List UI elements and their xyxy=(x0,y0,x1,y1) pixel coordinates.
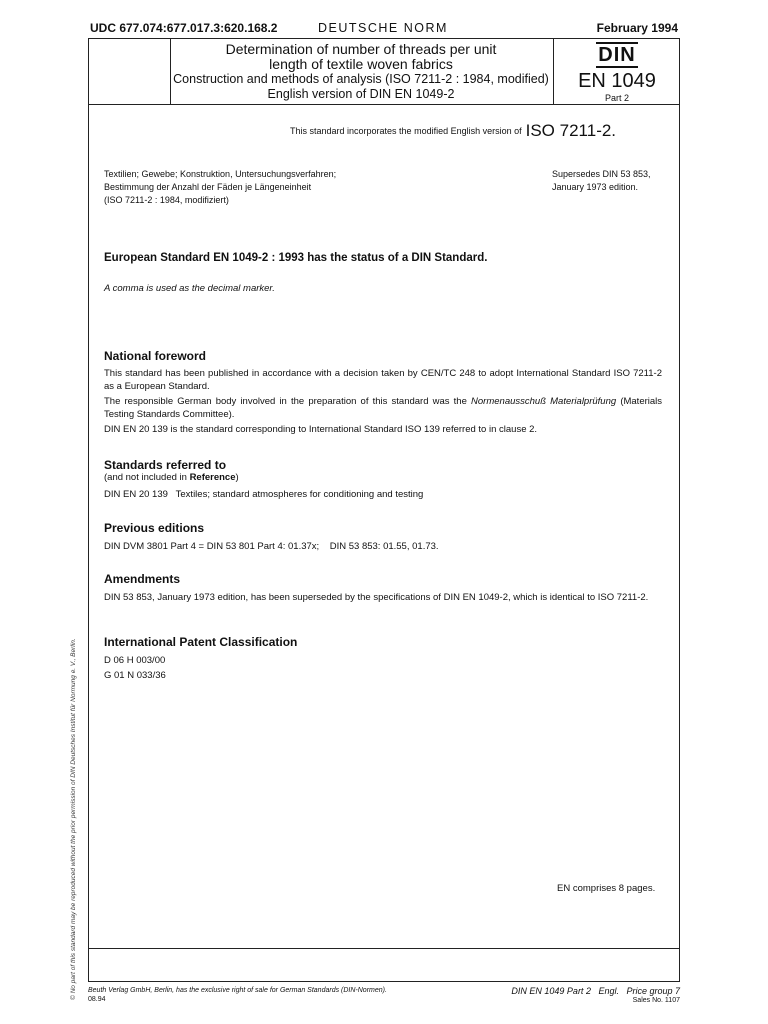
footer-right xyxy=(511,986,680,1004)
amendments-text: DIN 53 853, January 1973 edition, has been superseded by the specifications of DIN EN 1049-2, which is identical to ISO 7211-2. xyxy=(104,592,649,603)
footer-left-line-2: 08.94 xyxy=(88,996,106,1003)
patent-heading: International Patent Classification xyxy=(104,635,298,649)
iso-reference: ISO 7211-2. xyxy=(525,121,617,140)
previous-editions-text: DIN DVM 3801 Part 4 = DIN 53 801 Part 4: 01.37x; DIN 53 853: 01.55, 01.73. xyxy=(104,541,439,552)
title-right-divider xyxy=(553,38,554,104)
status-statement: European Standard EN 1049-2 : 1993 has the status of a DIN Standard. xyxy=(104,252,488,264)
standards-referred-heading: Standards referred to xyxy=(104,458,227,472)
copyright-side-text: © No part of this standard may be reproduced without the prior permission of DIN Deutsches Institut für Normung e. V., Berlin. xyxy=(70,638,77,1000)
title-bottom-rule xyxy=(88,104,680,105)
german-title-line-3: (ISO 7211-2 : 1984, modifiziert) xyxy=(104,195,229,205)
din-part: Part 2 xyxy=(604,93,629,103)
incorporation-line xyxy=(290,121,616,141)
patent-item-2: G 01 N 033/36 xyxy=(104,669,166,681)
bottom-rule xyxy=(88,948,680,949)
pages-note: EN comprises 8 pages. xyxy=(557,883,656,894)
standards-referred-sub: (and not included in Reference) xyxy=(104,472,239,483)
footer-left xyxy=(88,987,387,1003)
supersedes-line-2: January 1973 edition. xyxy=(552,182,639,192)
din-number: EN 1049 xyxy=(578,70,656,92)
footer-right-line-2: Sales No. 1107 xyxy=(632,997,680,1004)
footer-right-line-1: DIN EN 1049 Part 2 Engl. Price group 7 xyxy=(511,986,680,996)
amendments-heading: Amendments xyxy=(104,572,181,586)
amendments-section xyxy=(104,572,662,605)
german-title-line-1: Textilien; Gewebe; Konstruktion, Untersuchungsverfahren; xyxy=(104,169,337,179)
standards-referred-item: DIN EN 20 139 Textiles; standard atmospheres for conditioning and testing xyxy=(104,488,424,500)
title-line-3: Construction and methods of analysis (ISO 7211-2 : 1984, modified) xyxy=(173,72,549,86)
supersedes-line-1: Supersedes DIN 53 853, xyxy=(552,169,651,179)
title-left-divider xyxy=(170,38,171,104)
standards-referred-section xyxy=(104,458,662,501)
din-block xyxy=(560,40,674,103)
udc-number: UDC 677.074:677.017.3:620.168.2 xyxy=(90,21,278,35)
german-title xyxy=(104,168,336,207)
previous-editions-heading: Previous editions xyxy=(104,521,205,535)
national-foreword-section xyxy=(104,349,662,437)
national-foreword-p1: This standard has been published in accordance with a decision taken by CEN/TC 248 to adopt International Standard ISO 7211-2 as a European Standard. xyxy=(104,368,662,392)
patent-section xyxy=(104,635,662,682)
german-title-line-2: Bestimmung der Anzahl der Fäden je Längeneinheit xyxy=(104,182,312,192)
supersedes xyxy=(552,168,651,194)
footer-left-line-1: Beuth Verlag GmbH, Berlin, has the exclusive right of sale for German Standards (DIN-Normen). xyxy=(88,987,387,994)
norm-label: DEUTSCHE NORM xyxy=(318,21,448,35)
national-foreword-p2: The responsible German body involved in the preparation of this standard was the Normenausschuß Materialprüfung (Materials Testing Standards Committee). xyxy=(104,396,663,420)
title-line-1: Determination of number of threads per unit xyxy=(225,41,497,57)
title-line-4: English version of DIN EN 1049-2 xyxy=(267,87,455,101)
national-foreword-p3: DIN EN 20 139 is the standard corresponding to International Standard ISO 139 referred to in clause 2. xyxy=(104,424,538,435)
national-foreword-heading: National foreword xyxy=(104,349,207,363)
title-line-2: length of textile woven fabrics xyxy=(269,56,453,72)
decimal-note: A comma is used as the decimal marker. xyxy=(104,283,275,294)
incorporation-text: This standard incorporates the modified English version of xyxy=(290,126,522,136)
din-logo: DIN xyxy=(598,44,636,66)
previous-editions-section xyxy=(104,521,662,554)
publication-date: February 1994 xyxy=(596,21,678,35)
patent-item-1: D 06 H 003/00 xyxy=(104,655,166,666)
document-title xyxy=(172,42,550,102)
